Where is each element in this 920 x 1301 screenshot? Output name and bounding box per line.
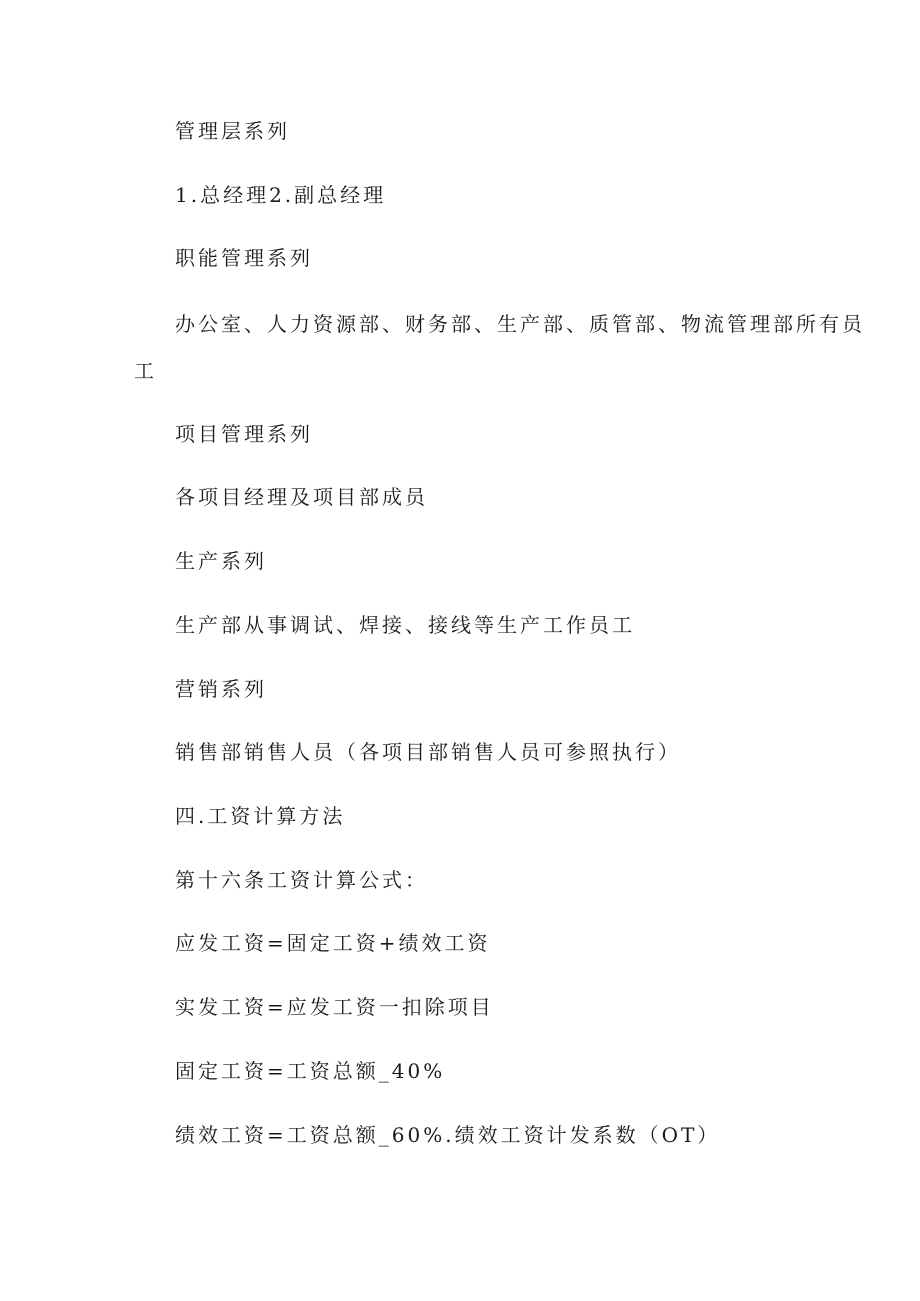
- heading-salary-calculation: 四.工资计算方法: [175, 804, 346, 828]
- text-management-roles: 1.总经理2.副总经理: [175, 183, 387, 207]
- formula-gross-pay: 应发工资=固定工资+绩效工资: [175, 931, 491, 955]
- formula-performance-pay: 绩效工资=工资总额_60%.绩效工资计发系数（OT）: [175, 1123, 721, 1147]
- text-sales-staff: 销售部销售人员（各项目部销售人员可参照执行）: [175, 740, 681, 764]
- heading-functional-series: 职能管理系列: [175, 246, 313, 270]
- formula-fixed-pay: 固定工资=工资总额_40%: [175, 1059, 446, 1083]
- heading-sales-series: 营销系列: [175, 677, 267, 701]
- text-project-members: 各项目经理及项目部成员: [175, 485, 428, 509]
- text-article-16: 第十六条工资计算公式：: [175, 868, 428, 892]
- heading-project-series: 项目管理系列: [175, 422, 313, 446]
- heading-production-series: 生产系列: [175, 549, 267, 573]
- formula-net-pay: 实发工资=应发工资一扣除项目: [175, 995, 494, 1019]
- heading-management-series: 管理层系列: [175, 119, 290, 143]
- text-production-staff: 生产部从事调试、焊接、接线等生产工作员工: [175, 613, 635, 637]
- text-functional-departments: 办公室、人力资源部、财务部、生产部、质管部、物流管理部所有员: [175, 312, 865, 336]
- text-functional-departments-wrap: 工: [134, 359, 157, 383]
